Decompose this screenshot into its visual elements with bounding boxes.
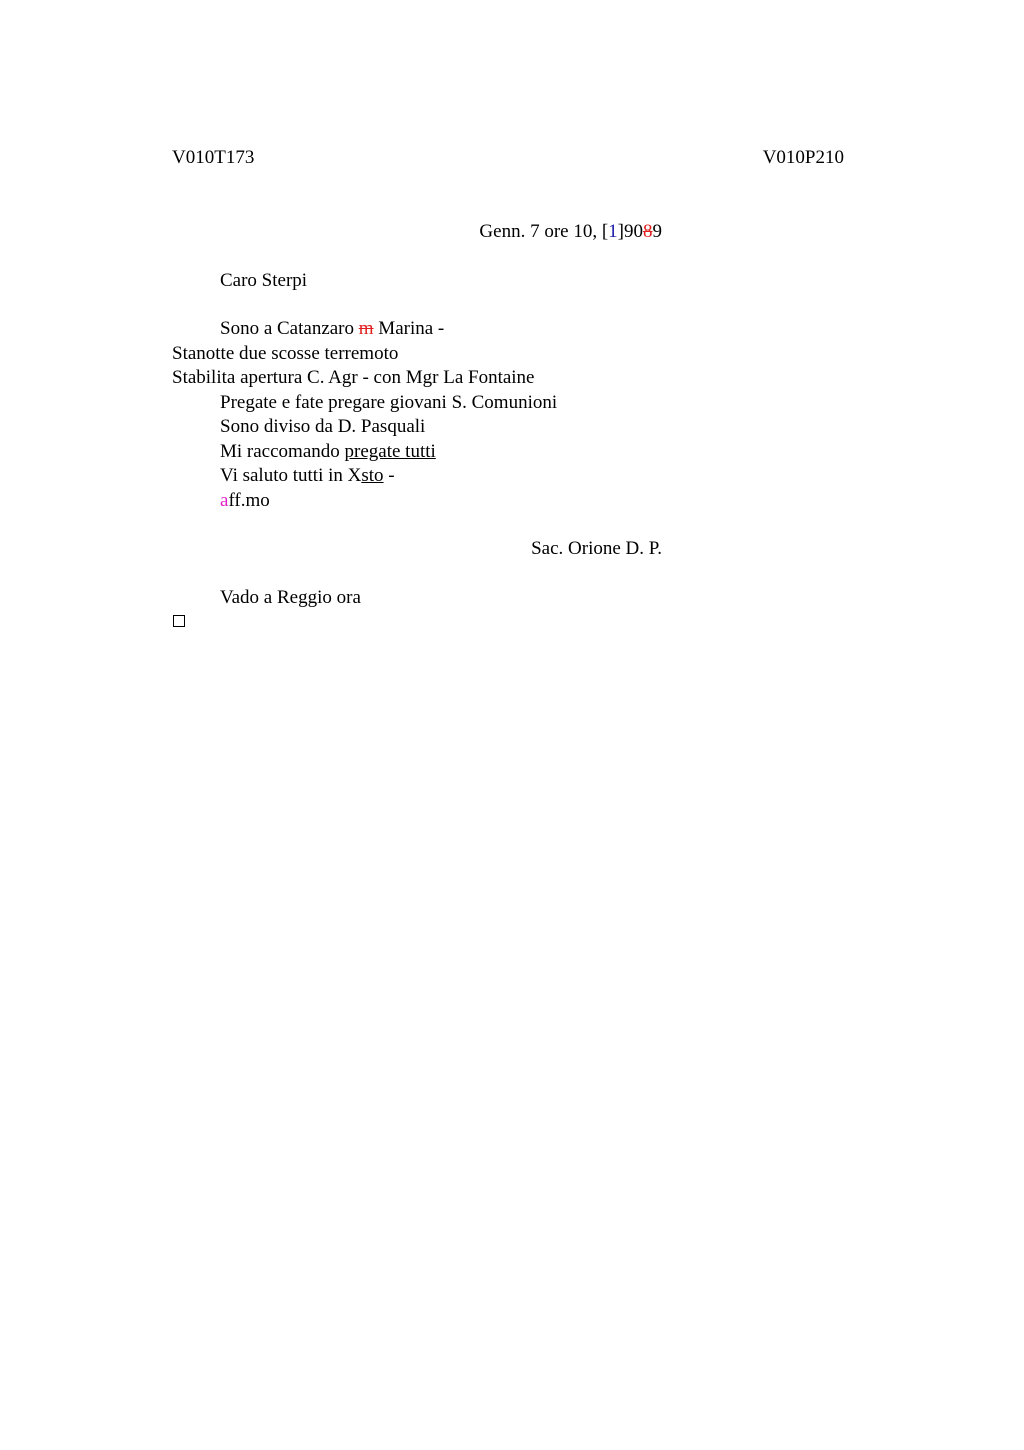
body-line-1-after: Marina -: [373, 318, 445, 339]
date-prefix: Genn. 7 ore 10, [: [479, 221, 609, 242]
date-middle: ]90: [617, 221, 643, 242]
body-line-1-before: Sono a Catanzaro: [220, 318, 359, 339]
closing-first-letter: a: [220, 490, 229, 511]
body-line-7-before: Vi saluto tutti in X: [220, 465, 362, 486]
date-suffix: 9: [652, 221, 662, 242]
document-id-right: V010P210: [762, 147, 844, 168]
signature: Sac. Orione D. P.: [531, 538, 662, 559]
body-line-7-underlined: sto: [361, 465, 384, 486]
closing-rest: ff.mo: [228, 490, 270, 511]
body-line-7: [220, 464, 395, 488]
salutation: Caro Sterpi: [220, 270, 308, 291]
checkbox-square-icon: [173, 615, 185, 627]
body-line-6-underlined: pregate tutti: [344, 441, 436, 462]
body-line-1: [220, 317, 444, 341]
body-line-1-deleted: m: [358, 318, 374, 339]
postscript: Vado a Reggio ora: [220, 587, 361, 608]
date-deleted-digit: 8: [643, 221, 653, 242]
body-line-2: Stanotte due scosse terremoto: [172, 343, 399, 364]
document-id-left: V010T173: [172, 147, 255, 168]
body-line-5: Sono diviso da D. Pasquali: [220, 416, 426, 437]
body-line-6-before: Mi raccomando: [220, 441, 345, 462]
date-inserted-digit: 1: [608, 221, 618, 242]
letter-date: [479, 220, 662, 244]
body-line-7-after: -: [383, 465, 395, 486]
body-line-6: [220, 440, 436, 464]
closing: [220, 489, 270, 513]
body-line-4: Pregate e fate pregare giovani S. Comunioni: [220, 392, 558, 413]
body-line-3: Stabilita apertura C. Agr - con Mgr La Fontaine: [172, 367, 535, 388]
